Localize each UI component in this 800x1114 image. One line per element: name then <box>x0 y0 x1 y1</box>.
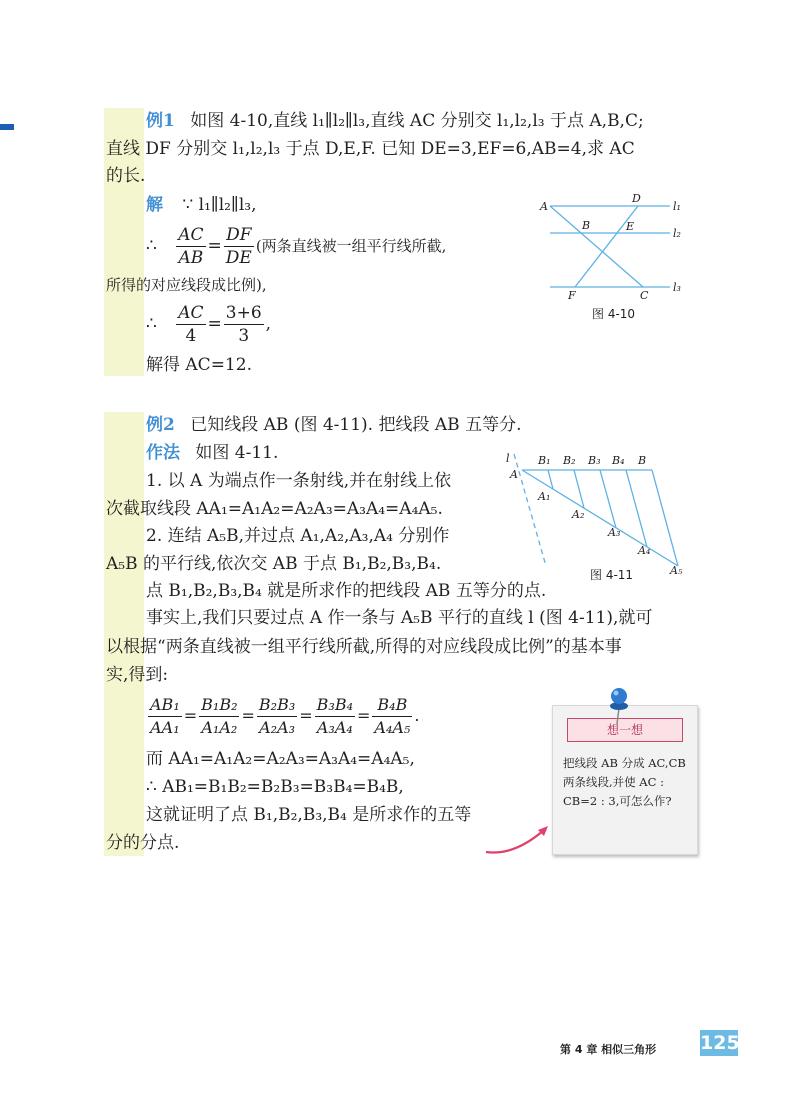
solution-result: 解得 AC=12. <box>146 355 252 375</box>
ratio-3: $\frac{\text{B₂B₃}}{\text{A₂A₃}}$ <box>258 695 296 737</box>
fact-line3: 实,得到: <box>106 665 169 685</box>
point-b-label: B <box>582 219 591 232</box>
ratio-chain: $\frac{\text{AB₁}}{\text{AA₁}}$ = $\frac{\text{B₁B₂}}{\text{A₁A₂}}$ = $\frac{\text{B₂B₃}}{\text{A₂A₃}}$ = $\frac{\text{B₃B₄}}{\text{A₃A₄}}$ = $\frac{\text{B₄B}}{\text{A₄A₅}}$ . <box>150 695 420 737</box>
solution-reason-line2: 所得的对应线段成比例), <box>106 276 267 294</box>
solution-line1: 解 ∵ l₁∥l₂∥l₃, <box>146 195 257 215</box>
point-e-label: E <box>626 220 635 233</box>
page-number: 125 <box>700 1032 740 1054</box>
figure-4-11-caption: 图 4-11 <box>590 568 634 582</box>
point-a-label-2: A <box>510 468 518 481</box>
figure-4-10-caption: 图 4-10 <box>592 307 636 321</box>
fraction-ac-4: $\frac{AC}{4}$ <box>178 303 204 346</box>
point-a3-label: A₃ <box>608 526 621 539</box>
example2-label: 例2 <box>146 415 175 435</box>
point-f-label: F <box>568 289 576 302</box>
solution-ratio-line: ∴ $\frac{AC}{AB}$ = $\frac{DF}{DE}$ (两条直线被一组平行线所截, <box>146 225 447 268</box>
think-note-text: 把线段 AB 分成 AC,CB 两条线段,并使 AC : CB=2 : 3,可怎么作? <box>563 756 686 808</box>
method-line: 作法 如图 4-11. <box>146 443 279 463</box>
conclusion-line: 点 B₁,B₂,B₃,B₄ 就是所求作的把线段 AB 五等分的点. <box>146 581 547 601</box>
step2-line2: A₅B 的平行线,依次交 AB 于点 B₁,B₂,B₃,B₄. <box>106 554 442 574</box>
point-b3-label: B₃ <box>588 454 601 467</box>
line-l-label: l <box>506 452 510 465</box>
point-b-label-2: B <box>638 454 647 467</box>
point-a-label: A <box>540 200 548 213</box>
point-a2-label: A₂ <box>572 508 585 521</box>
proof-line1: 这就证明了点 B₁,B₂,B₃,B₄ 是所求作的五等 <box>146 805 472 825</box>
point-a4-label: A₄ <box>638 544 651 557</box>
fraction-df-de: $\frac{DF}{DE}$ <box>225 225 252 268</box>
solution-substitution-line: ∴ $\frac{AC}{4}$ = $\frac{3+6}{3}$ , <box>146 303 272 346</box>
pushpin-icon <box>604 686 634 726</box>
ratio-4: $\frac{\text{B₃B₄}}{\text{A₃A₄}}$ <box>316 695 353 737</box>
step2-line1: 2. 连结 A₅B,并过点 A₁,A₂,A₃,A₄ 分别作 <box>146 526 450 546</box>
chapter-tab-marker <box>0 124 14 130</box>
figure-4-11 <box>500 448 690 576</box>
line-a5-b <box>652 470 678 566</box>
line-l1-label: l₁ <box>673 200 681 213</box>
ray-a-a5 <box>522 470 678 566</box>
arrow-icon <box>482 820 554 860</box>
proof-line2: 分的分点. <box>106 833 180 853</box>
footer-chapter: 第 4 章 相似三角形 <box>560 1043 657 1056</box>
think-note-card <box>552 705 698 855</box>
point-a1-label: A₁ <box>538 490 551 503</box>
method-label: 作法 <box>146 443 180 463</box>
example1-label: 例1 <box>146 111 175 131</box>
line-l <box>514 454 546 566</box>
example1-line3: 的长. <box>106 166 146 186</box>
step1-line1: 1. 以 A 为端点作一条射线,并在射线上依 <box>146 471 452 491</box>
fraction-9-3: $\frac{3+6}{3}$ <box>225 303 262 346</box>
equal-segments-line: 而 AA₁=A₁A₂=A₂A₃=A₃A₄=A₄A₅, <box>146 749 415 769</box>
ratio-2: $\frac{\text{B₁B₂}}{\text{A₁A₂}}$ <box>201 695 238 737</box>
fact-line1: 事实上,我们只要过点 A 作一条与 A₅B 平行的直线 l (图 4-11),就可 <box>146 608 653 628</box>
point-c-label: C <box>640 289 649 302</box>
point-b2-label: B₂ <box>563 454 576 467</box>
point-b4-label: B₄ <box>612 454 625 467</box>
example1-line2: 直线 DF 分别交 l₁,l₂,l₃ 于点 D,E,F. 已知 DE=3,EF=6,AB=4,求 AC <box>106 139 635 159</box>
point-b1-label: B₁ <box>538 454 551 467</box>
example2-line1: 例2 已知线段 AB (图 4-11). 把线段 AB 五等分. <box>146 415 522 435</box>
fact-line2: 以根据“两条直线被一组平行线所截,所得的对应线段成比例”的基本事 <box>106 637 622 657</box>
think-note-title: 想一想 <box>567 718 683 742</box>
figure-4-10 <box>530 190 700 310</box>
line-l2-label: l₂ <box>673 227 681 240</box>
fraction-ac-ab: $\frac{AC}{AB}$ <box>178 225 204 268</box>
step1-line2: 次截取线段 AA₁=A₁A₂=A₂A₃=A₃A₄=A₄A₅. <box>106 499 443 519</box>
ratio-1: $\frac{\text{AB₁}}{\text{AA₁}}$ <box>150 695 180 737</box>
point-a5-label: A₅ <box>670 564 683 576</box>
ratio-5: $\frac{\text{B₄B}}{\text{A₄A₅}}$ <box>374 695 411 737</box>
therefore-line: ∴ AB₁=B₁B₂=B₂B₃=B₃B₄=B₄B, <box>146 777 404 797</box>
solution-label: 解 <box>146 195 163 215</box>
point-d-label: D <box>632 192 641 205</box>
example1-line1: 例1 如图 4-10,直线 l₁∥l₂∥l₃,直线 AC 分别交 l₁,l₂,l₃ 于点 A,B,C; <box>146 111 644 131</box>
line-l3-label: l₃ <box>673 281 681 294</box>
